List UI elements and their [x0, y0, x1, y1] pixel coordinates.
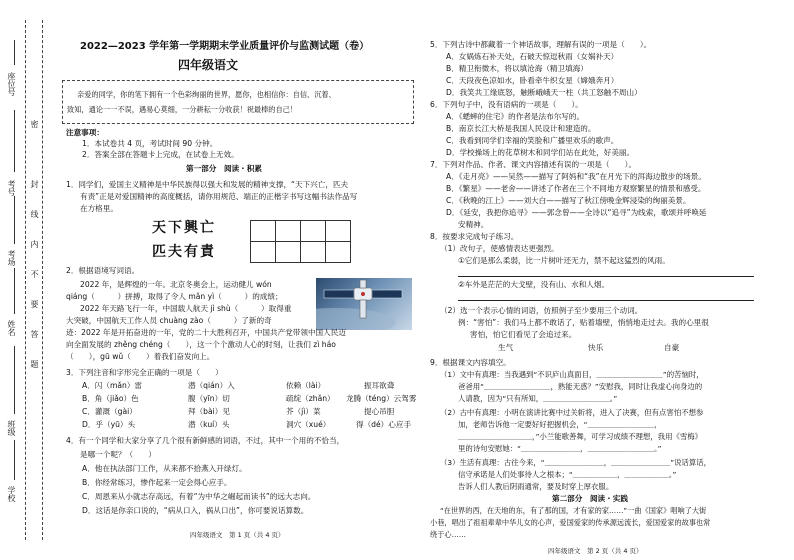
q5-option-d[interactable]: D．我笑共工缘底怒，触断峨峨天一柱（共工怒触不周山）	[446, 88, 642, 97]
q3-cell: 疏绽（zhǎn）	[286, 394, 335, 403]
q4-option-b[interactable]: B．你经常练习，惨作起来一定会得心应手。	[82, 478, 232, 487]
q6-option-c[interactable]: C．我看到同学们幸福的笑脸和广播里欢乐的歌声。	[446, 136, 619, 145]
q4-line: 是哪一个呢？（ ）	[80, 450, 156, 459]
seal-char: 线	[30, 210, 39, 218]
seal-char: 封	[30, 180, 39, 188]
q1-line: 有责”正是对爱国精神的高度概括，请你用规范、端正的正楷字书写这幅书法作品写	[80, 192, 358, 201]
q3-cell: 潜（kuí）头	[188, 420, 230, 429]
q3-cell: 得（dé）心应手	[356, 420, 412, 429]
q9-line: 加，老师告诉他一定要好好把握机会，“＿＿＿＿＿＿＿＿＿，	[458, 420, 662, 429]
q7-stem: 7．下列对作品、作者、课文内容描述有误的一项是（ ）。	[430, 160, 637, 169]
q3-cell: 龙腾（téng）云驾雾	[346, 394, 417, 403]
part2-line: 绕于心……	[430, 530, 466, 539]
q6-option-d[interactable]: D．学校操场上的花草树木和同学们站在此处，好美丽。	[446, 148, 635, 157]
q5-stem: 5．下列古诗中都藏着一个神话故事，理解有误的一项是（ ）。	[430, 40, 652, 49]
q9-line: （2）古中有真理：小明在演讲比赛中过关斩将，进入了决赛，但有点害怕不想参	[440, 408, 704, 417]
grid-cell[interactable]	[250, 241, 276, 263]
seal-char: 题	[30, 360, 39, 368]
school-field[interactable]	[14, 440, 15, 480]
intro-line: 致知，通论一一不误，遇易心莫细，一分耕耘一分收获！祝最棒的自己！	[67, 105, 298, 114]
q5-option-a[interactable]: A．女娲炼石补天处，石破天惊逗秋雨（女娲补天）	[446, 52, 619, 61]
q3-cell: 依赖（lài）	[286, 381, 326, 390]
q3-cell: 振耳欲聋	[364, 381, 395, 390]
part1-title: 第一部分 阅读・积累	[186, 164, 262, 173]
space-station-icon	[316, 278, 412, 330]
part2-title: 第二部分 阅读・实践	[552, 494, 628, 503]
seal-char: 要	[30, 300, 39, 308]
q3-option-b[interactable]: B．角（jiǎo）色	[82, 394, 139, 403]
seal-char: 内	[30, 240, 39, 248]
grid-cell[interactable]	[275, 220, 301, 242]
q8-line: （1）改句子，使感情表达更强烈。	[440, 244, 559, 253]
q2-line: （ ），gū wǔ（ ）着我们奋发向上。	[66, 352, 215, 361]
q9-stem: 9．根据课文内容填空。	[430, 358, 511, 367]
seal-char: 答	[30, 330, 39, 338]
part2-line: “在世界的西，在天地的东，有了那的国，才有家的家……”一曲《国家》唱响了大街	[440, 506, 707, 515]
q9-line: 信守承诺是人们处事待人之根本；“＿＿＿＿＿＿，＿＿＿＿＿＿。”	[458, 470, 677, 479]
calligraphy-line: 匹夫有責	[152, 244, 216, 260]
intro-line: 亲爱的同学，你的笔下拥有一个色彩绚丽的世界，愿你，也相信你：自信、沉着、	[77, 90, 336, 99]
q6-option-a[interactable]: A．《蟋蟀的住宅》的作者是法布尔写的。	[446, 112, 585, 121]
q3-cell: 提心吊胆	[364, 407, 395, 416]
q8-line: ①它们是那么柔弱，比一片树叶还无力，禁不起这猛烈的风雨。	[458, 256, 670, 265]
q7-line: 安精神。	[458, 220, 489, 229]
space-station-image	[316, 278, 412, 330]
grid-cell[interactable]	[325, 220, 351, 242]
q8-line: 例：“害怕”：我们马上都不敢话了，贴着墙壁，悄悄地走过去。我的心里很	[458, 318, 709, 327]
school-label: 学校	[7, 486, 16, 502]
q3-stem: 3．下列注音和字形完全正确的一项是（ ）	[66, 368, 223, 377]
name-field[interactable]	[14, 268, 15, 314]
q6-option-b[interactable]: B．南京长江大桥是我国人民设计和建造的。	[446, 124, 596, 133]
q3-cell: 芥（jì）菜	[286, 407, 321, 416]
intro-box	[62, 80, 414, 124]
q2-line: 2．根据语境写词语。	[66, 266, 140, 275]
seal-char: 密	[30, 120, 39, 128]
exam-subtitle: 四年级语文	[178, 58, 239, 72]
class-label: 班级	[7, 420, 16, 436]
part2-line: 小巷，唱出了祖祖辈辈中华儿女的心声，爱国爱家的传承源远流长，爱国爱家的故事也常	[430, 518, 711, 527]
class-field[interactable]	[14, 346, 15, 414]
q8-stem: 8．按要求完成句子练习。	[430, 232, 519, 241]
q8-word: 自豪	[664, 343, 680, 352]
grid-cell[interactable]	[250, 220, 276, 242]
exam-number-label: 考号	[7, 180, 16, 196]
q3-option-a[interactable]: A．闪（mǎn）雷	[82, 381, 143, 390]
q2-line: 向全面发展的 zhěng chéng（ ），这一个个激动人心的时刻，让我们 zì háo	[66, 340, 336, 349]
exam-number-field[interactable]	[14, 110, 15, 172]
q3-option-d[interactable]: D．乎（yū）头	[82, 420, 136, 429]
notes-item: 1．本试卷共 4 页，考试时间 90 分钟。	[82, 139, 218, 148]
q7-option-a[interactable]: A．《走月亮》——吴然——描写了阿妈和“我”在月光下的洱海边散步的场景。	[446, 172, 706, 181]
q2-line: 迹：2022 年是开拓奋进的一年，党的二十大胜利召开，中国共产党带领中国人民迈	[66, 328, 346, 337]
q2-line: qiáng（ ）拼搏，取得了令人 mǎn yì（ ）的成绩；	[66, 292, 283, 301]
q9-line: ＿＿＿＿＿＿＿＿＿＿，”小兰能歌善舞，可学习成绩不理想，我用《雪梅》	[458, 432, 703, 441]
notes-item: 2．答案全部在答题卡上完成，在试卷上无效。	[82, 150, 239, 159]
q1-line: 1．同学们，爱国主义精神是中华民族得以强大和发展的精神支撑，“天下兴亡，匹夫	[66, 180, 349, 189]
footer-left: 四年级语文 第 1 页（共 4 页）	[190, 531, 285, 539]
seat-number-label: 座位号	[7, 72, 16, 96]
exam-room-field[interactable]	[14, 196, 15, 244]
q8-word: 生气	[498, 343, 514, 352]
grid-cell[interactable]	[300, 241, 326, 263]
calligraphy-line: 天下興亡	[152, 220, 216, 236]
q9-line: （3）生活有真理：古往今来，“＿＿＿＿＿＿＿＿，＿＿＿＿＿＿＿＿”说话算话，	[440, 458, 712, 467]
q3-cell: 潜（qián）入	[188, 381, 235, 390]
q3-cell: 拜（bài）见	[188, 407, 230, 416]
grid-cell[interactable]	[325, 241, 351, 263]
footer-right: 四年级语文 第 2 页（共 4 页）	[548, 547, 643, 555]
q9-line: （1）文中有真理：当我遇到“不识庐山真面目，＿＿＿＿＿＿＿＿＿”的苦恼时，	[440, 370, 704, 379]
q2-line: 大突破，中国航天工作人员 chuàng zào（ ）了新的奇	[66, 316, 272, 325]
binding-line-inner	[42, 20, 43, 540]
q8-line: 害怕，怕它们看见了会追过来。	[470, 330, 577, 339]
q9-line: 爸爸用“＿＿＿＿＿＿＿＿＿，熟能无惑？”安慰我，同时让我虚心向身边的	[458, 382, 703, 391]
q2-line: 2022 年，是辉煌的一年。北京冬奥会上，运动健儿 wón	[80, 280, 272, 289]
seal-char: 不	[30, 270, 39, 278]
q5-option-c[interactable]: C．天段夜色凉如水，卧看牵牛织女星（嫦娥奔月）	[446, 76, 619, 85]
exam-title: 2022—2023 学年第一学期期末学业质量评价与监测试题（卷）	[80, 41, 370, 52]
q8-line: （2）选一个表示心情的词语，仿照例子至少要用三个动词。	[440, 306, 643, 315]
answer-line[interactable]	[458, 300, 754, 301]
binding-line-outer	[25, 20, 26, 540]
q8-line: ②车外是茫茫的大戈壁，没有山、水和人烟。	[458, 280, 610, 289]
q3-option-c[interactable]: C．灌溉（gài）	[82, 407, 137, 416]
q9-line: 告诉人们人教后阴雨通常，要及时穿上厚衣服。	[458, 482, 614, 491]
q4-option-c[interactable]: C．周恩来从小就志存高远，有着“为中华之崛起而读书”的远大志向。	[82, 492, 316, 501]
q3-cell: 洞穴（xué）	[286, 420, 331, 429]
q7-option-c[interactable]: C．《秋晚的江上》——刘大白——描写了秋江傍晚金辉浸染的绚丽美景。	[446, 196, 691, 205]
q2-line: 2022 年天路飞行一年，中国载人航天 jì shù（ ）取得重	[80, 304, 292, 313]
q4-line: 4．有一个同学和大家分享了几个很有新鲜感的词语，不过，其中一个用的不恰当，	[66, 436, 345, 445]
q1-line: 在方格里。	[80, 204, 118, 213]
q5-option-b[interactable]: B．精卫衔微木，将以填沧海（精卫填海）	[446, 64, 588, 73]
q4-option-d[interactable]: D．这话是你亲口说的，“病从口入，祸从口出”，你可要说话算数。	[82, 506, 309, 515]
exam-room-label: 考场	[7, 250, 16, 266]
grid-cell[interactable]	[275, 241, 301, 263]
q4-option-a[interactable]: A．他在执法部门工作，从来都不拾燕入开绿灯。	[82, 464, 247, 473]
q8-word: 快乐	[588, 343, 604, 352]
grid-cell[interactable]	[300, 220, 326, 242]
name-label: 姓名	[7, 320, 16, 336]
q9-line: 里的诗句安慰她：“＿＿＿＿＿＿＿＿，＿＿＿＿＿＿＿＿＿。”	[458, 444, 662, 453]
q6-stem: 6．下列句子中，没有语病的一项是（ ）。	[430, 100, 583, 109]
q7-option-b[interactable]: B．《繁星》——老舍——讲述了作者在三个不同地方观察繁星的情景和感受。	[446, 184, 706, 193]
q9-line: 人请教，因为“只有所知，＿＿＿＿＿＿＿＿＿。”	[458, 394, 618, 403]
notes-title: 注意事项：	[66, 128, 104, 137]
q3-cell: 腹（yīn）切	[188, 394, 230, 403]
seat-field[interactable]	[14, 40, 15, 65]
answer-line[interactable]	[458, 276, 754, 277]
q7-option-d[interactable]: D．《延安，我把你追寻》——郭念曾——全诗以“追寻”为线索，歌颂并呼唤延	[446, 208, 707, 217]
